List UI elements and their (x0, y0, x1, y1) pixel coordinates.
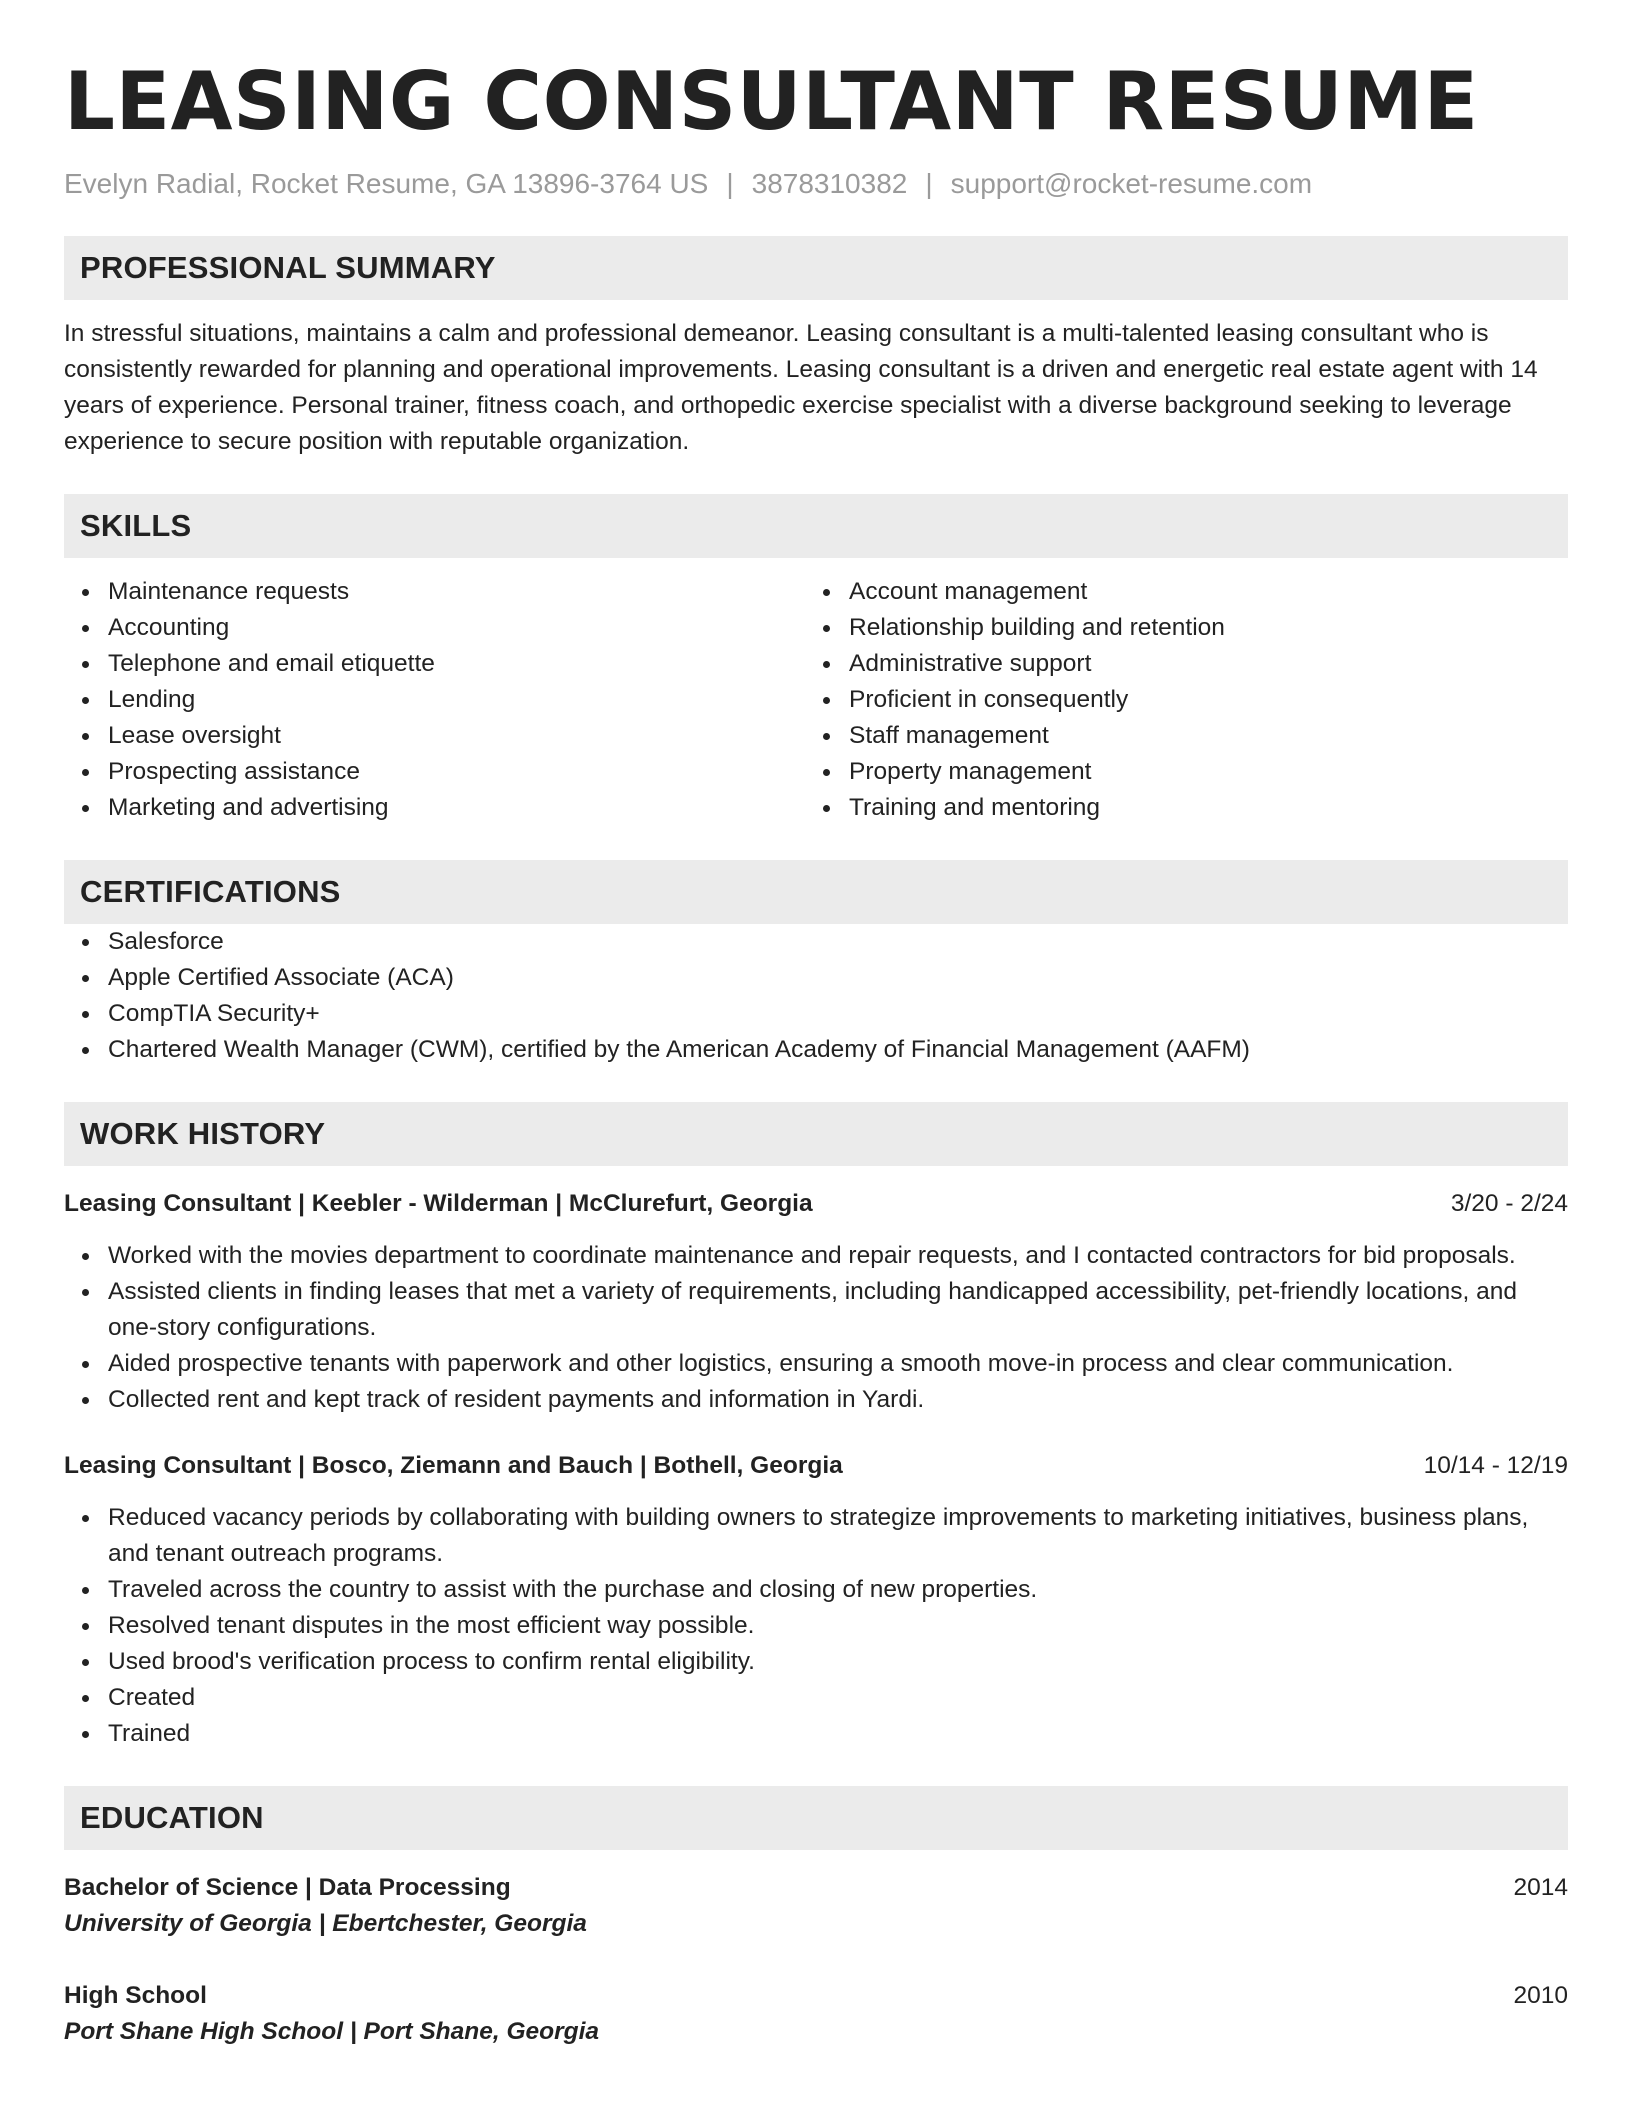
skill-item: Accounting (108, 610, 805, 646)
skill-item: Proficient in consequently (849, 682, 1546, 718)
job-bullet: Trained (108, 1716, 1568, 1752)
job-entry (64, 1186, 1568, 1418)
skill-item: Staff management (849, 718, 1546, 754)
education-school: University of Georgia | Ebertchester, Georgia (64, 1910, 587, 1937)
skills-left-column (64, 574, 805, 826)
education-degree: High School (64, 1982, 207, 2009)
certifications-list (64, 924, 1568, 1068)
education-entry (64, 1870, 1568, 1942)
skill-item: Training and mentoring (849, 790, 1546, 826)
skills-columns (64, 574, 1568, 826)
job-title: Leasing Consultant | Bosco, Ziemann and Bauch | Bothell, Georgia (64, 1452, 843, 1479)
education-year: 2014 (1513, 1874, 1568, 1901)
contact-line (64, 166, 1568, 202)
certification-item: Apple Certified Associate (ACA) (108, 960, 1568, 996)
contact-email: support@rocket-resume.com (950, 168, 1313, 199)
skills-heading: SKILLS (64, 494, 1568, 558)
job-header (64, 1186, 1568, 1222)
education-school: Port Shane High School | Port Shane, Georgia (64, 2018, 600, 2045)
contact-separator: | (726, 168, 734, 199)
skill-item: Account management (849, 574, 1546, 610)
skill-item: Telephone and email etiquette (108, 646, 805, 682)
contact-phone: 3878310382 (751, 168, 908, 199)
skills-left-list (64, 574, 805, 826)
education-year: 2010 (1513, 1982, 1568, 2009)
job-bullet: Reduced vacancy periods by collaborating with building owners to strategize improvements to marketing initiatives, business plans, and tenant outreach programs. (108, 1500, 1568, 1572)
contact-address: Evelyn Radial, Rocket Resume, GA 13896-3764 US (64, 168, 709, 199)
education-header (64, 1978, 1568, 2014)
skill-item: Relationship building and retention (849, 610, 1546, 646)
contact-separator: | (925, 168, 933, 199)
work-history-heading: WORK HISTORY (64, 1102, 1568, 1166)
resume-title: LEASING CONSULTANT RESUME (64, 55, 1479, 148)
education-header (64, 1870, 1568, 1906)
certification-item: Salesforce (108, 924, 1568, 960)
job-bullet: Aided prospective tenants with paperwork and other logistics, ensuring a smooth move-in process and clear communication. (108, 1346, 1568, 1382)
skills-right-list (805, 574, 1546, 826)
job-dates: 10/14 - 12/19 (1423, 1452, 1568, 1479)
skill-item: Lease oversight (108, 718, 805, 754)
job-bullet: Resolved tenant disputes in the most efficient way possible. (108, 1608, 1568, 1644)
skill-item: Administrative support (849, 646, 1546, 682)
certification-item: CompTIA Security+ (108, 996, 1568, 1032)
certifications-heading: CERTIFICATIONS (64, 860, 1568, 924)
skill-item: Maintenance requests (108, 574, 805, 610)
job-bullet: Worked with the movies department to coordinate maintenance and repair requests, and I contacted contractors for bid proposals. (108, 1238, 1568, 1274)
job-bullets (64, 1500, 1568, 1752)
education-entry (64, 1978, 1568, 2050)
skill-item: Lending (108, 682, 805, 718)
job-bullet: Created (108, 1680, 1568, 1716)
skills-right-column (805, 574, 1546, 826)
education-heading: EDUCATION (64, 1786, 1568, 1850)
education-degree: Bachelor of Science | Data Processing (64, 1874, 511, 1901)
job-bullet: Traveled across the country to assist with the purchase and closing of new properties. (108, 1572, 1568, 1608)
summary-text: In stressful situations, maintains a calm and professional demeanor. Leasing consultant is a multi-talented leasing consultant who is consistently rewarded for planning and operational improvements. Leasing consultant is a driven and energetic real estate agent with 14 years of experience. Personal trainer, fitness coach, and orthopedic exercise specialist with a diverse background seeking to leverage experience to secure position with reputable organization. (64, 320, 1538, 455)
job-bullet: Assisted clients in finding leases that met a variety of requirements, including handicapped accessibility, pet-friendly locations, and one-story configurations. (108, 1274, 1568, 1346)
certification-item: Chartered Wealth Manager (CWM), certified by the American Academy of Financial Management (AAFM) (108, 1032, 1568, 1068)
job-header (64, 1448, 1568, 1484)
job-title: Leasing Consultant | Keebler - Wilderman | McClurefurt, Georgia (64, 1190, 813, 1217)
job-bullets (64, 1238, 1568, 1418)
skill-item: Property management (849, 754, 1546, 790)
job-bullet: Used brood's verification process to confirm rental eligibility. (108, 1644, 1568, 1680)
skill-item: Marketing and advertising (108, 790, 805, 826)
job-dates: 3/20 - 2/24 (1450, 1190, 1568, 1217)
job-entry (64, 1448, 1568, 1752)
summary-heading: PROFESSIONAL SUMMARY (64, 236, 1568, 300)
job-bullet: Collected rent and kept track of resident payments and information in Yardi. (108, 1382, 1568, 1418)
skill-item: Prospecting assistance (108, 754, 805, 790)
